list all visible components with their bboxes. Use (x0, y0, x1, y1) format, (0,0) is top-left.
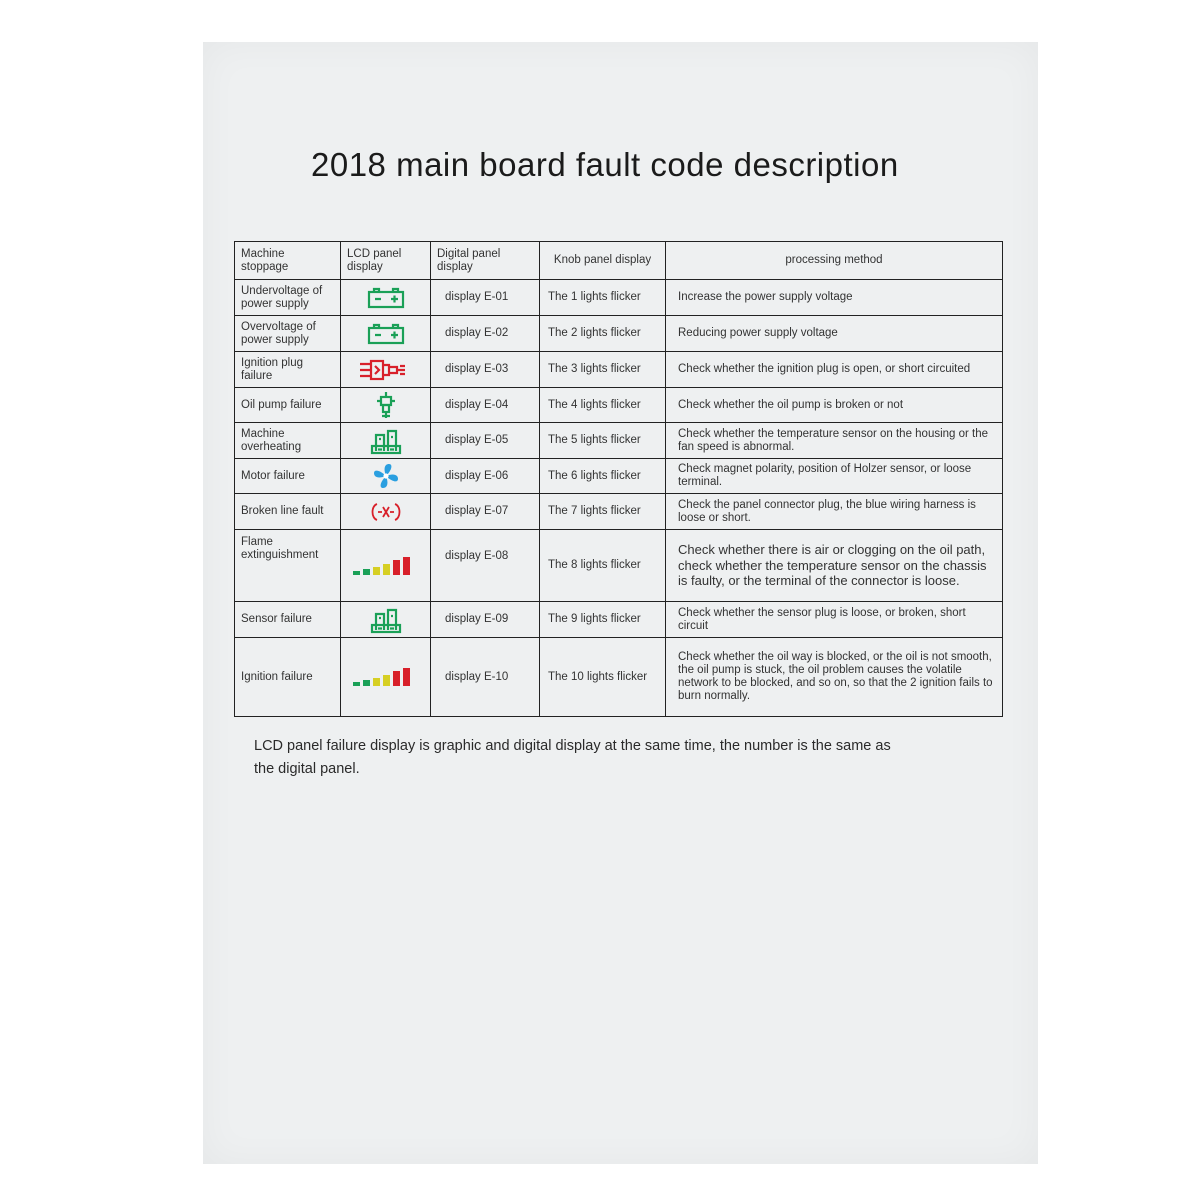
cell-digital: display E-09 (431, 602, 540, 638)
cell-knob: The 4 lights flicker (540, 388, 666, 423)
header-digital: Digital panel display (431, 242, 540, 280)
cell-method: Check whether there is air or clogging on the oil path, check whether the temperature sensor on the chassis is faulty, or the terminal of the connector is loose. (666, 530, 1003, 602)
temperature-sensor-icon (341, 427, 430, 455)
table-row (235, 638, 1003, 717)
cell-stoppage: Ignition failure (235, 638, 341, 717)
broken-line-icon (341, 501, 430, 523)
document-title: 2018 main board fault code description (311, 146, 899, 183)
table-row (235, 494, 1003, 530)
cell-digital: display E-04 (431, 388, 540, 423)
header-lcd: LCD panel display (341, 242, 431, 280)
cell-method: Check whether the temperature sensor on the housing or the fan speed is abnormal. (666, 423, 1003, 459)
cell-stoppage: Motor failure (235, 459, 341, 494)
footnote: LCD panel failure display is graphic and digital display at the same time, the number is the same as the digital panel. (254, 738, 891, 777)
table-row (235, 280, 1003, 316)
cell-stoppage: Sensor failure (235, 602, 341, 638)
cell-digital: display E-03 (431, 352, 540, 388)
cell-knob: The 10 lights flicker (540, 638, 666, 717)
cell-stoppage: Overvoltage of power supply (235, 316, 341, 352)
fault-code-table (234, 241, 1003, 717)
cell-knob: The 8 lights flicker (540, 530, 666, 602)
battery-icon (341, 287, 430, 309)
cell-method: Check magnet polarity, position of Holzer sensor, or loose terminal. (666, 459, 1003, 494)
cell-method: Check whether the oil way is blocked, or the oil is not smooth, the oil pump is stuck, the oil problem causes the volatile network to be blocked, and so on, so that the 2 ignition fails to burn normally. (666, 638, 1003, 717)
cell-method: Check the panel connector plug, the blue wiring harness is loose or short. (666, 494, 1003, 530)
battery-icon (341, 323, 430, 345)
cell-method: Check whether the sensor plug is loose, or broken, short circuit (666, 602, 1003, 638)
table-row (235, 388, 1003, 423)
table-row (235, 423, 1003, 459)
table-row (235, 459, 1003, 494)
cell-stoppage: Oil pump failure (235, 388, 341, 423)
header-stoppage: Machine stoppage (235, 242, 341, 280)
cell-stoppage: Machine overheating (235, 423, 341, 459)
cell-stoppage: Broken line fault (235, 494, 341, 530)
cell-knob: The 7 lights flicker (540, 494, 666, 530)
cell-knob: The 2 lights flicker (540, 316, 666, 352)
temperature-sensor-icon (341, 606, 430, 634)
table-row (235, 530, 1003, 602)
cell-stoppage: Flame extinguishment (235, 530, 341, 602)
level-bars-icon (341, 555, 430, 577)
header-knob: Knob panel display (540, 242, 666, 280)
glow-plug-icon (341, 358, 430, 382)
cell-digital: display E-07 (431, 494, 540, 530)
table-row (235, 352, 1003, 388)
table-row (235, 316, 1003, 352)
cell-knob: The 9 lights flicker (540, 602, 666, 638)
table-header-row (235, 242, 1003, 280)
cell-method: Check whether the ignition plug is open, or short circuited (666, 352, 1003, 388)
table-row (235, 602, 1003, 638)
fan-icon (341, 462, 430, 490)
cell-digital: display E-06 (431, 459, 540, 494)
cell-knob: The 5 lights flicker (540, 423, 666, 459)
oil-pump-icon (341, 391, 430, 419)
header-method: processing method (666, 242, 1003, 280)
cell-method: Check whether the oil pump is broken or not (666, 388, 1003, 423)
cell-digital: display E-01 (431, 280, 540, 316)
cell-digital: display E-02 (431, 316, 540, 352)
cell-stoppage: Ignition plug failure (235, 352, 341, 388)
cell-stoppage: Undervoltage of power supply (235, 280, 341, 316)
cell-knob: The 6 lights flicker (540, 459, 666, 494)
cell-knob: The 1 lights flicker (540, 280, 666, 316)
cell-digital: display E-05 (431, 423, 540, 459)
cell-digital: display E-10 (431, 638, 540, 717)
cell-knob: The 3 lights flicker (540, 352, 666, 388)
cell-method: Reducing power supply voltage (666, 316, 1003, 352)
cell-method: Increase the power supply voltage (666, 280, 1003, 316)
level-bars-icon (341, 666, 430, 688)
cell-digital: display E-08 (431, 530, 540, 602)
